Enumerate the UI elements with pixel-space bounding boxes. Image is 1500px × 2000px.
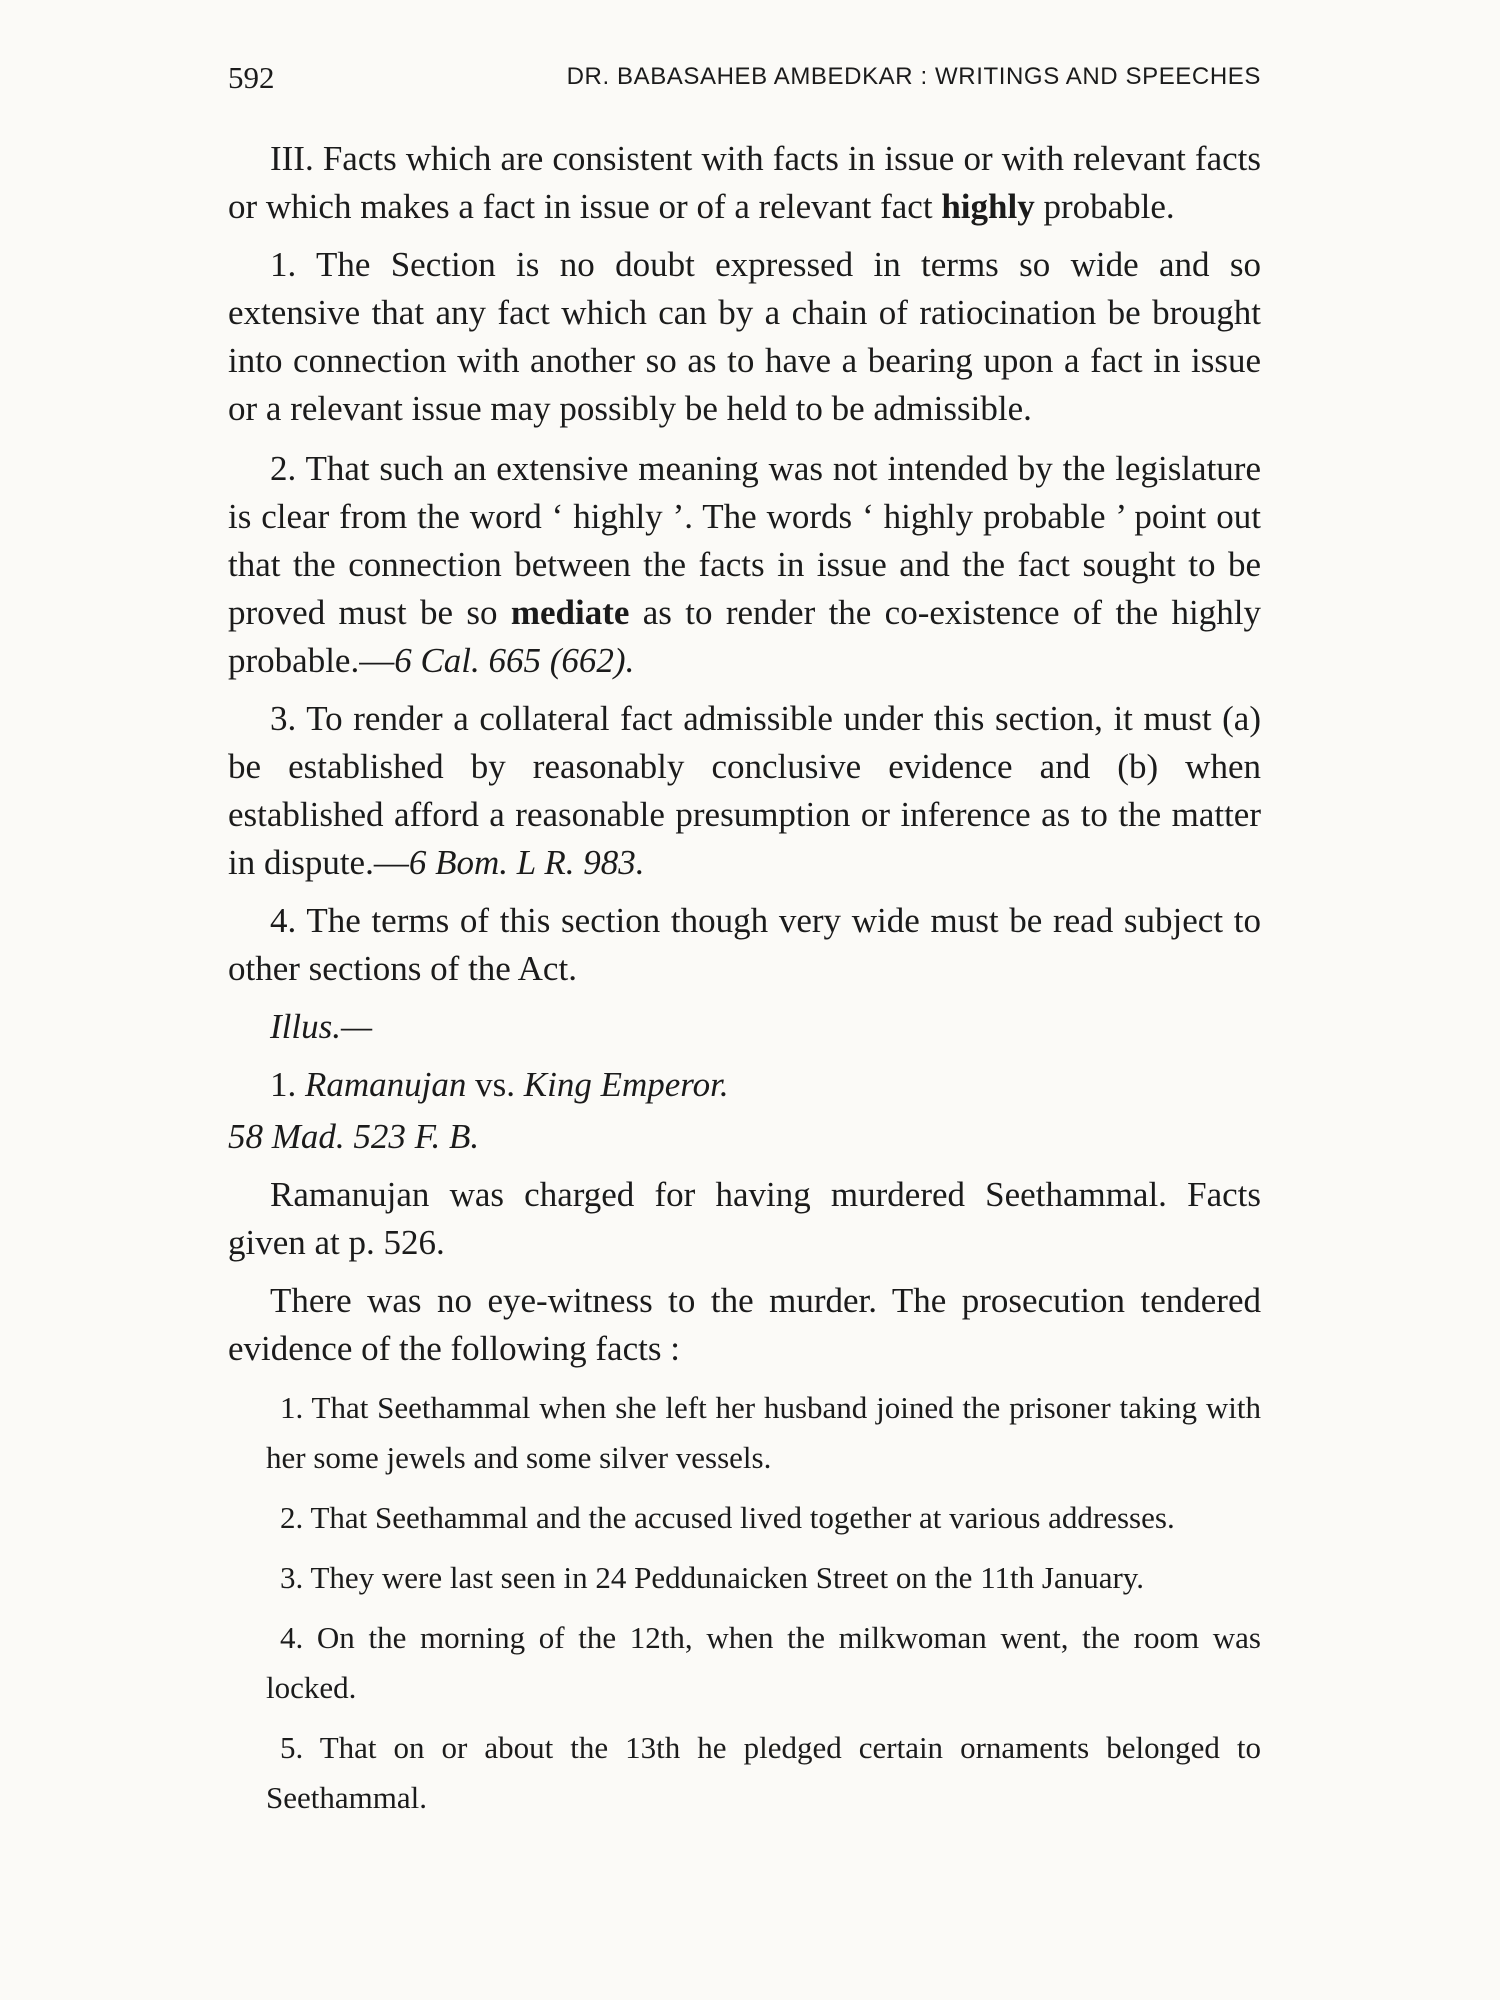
body-text (228, 135, 1261, 1833)
page-number: 592 (228, 60, 275, 95)
case-title: 1. Ramanujan vs. King Emperor. (270, 1065, 729, 1104)
page-header (228, 60, 1261, 104)
paragraph-2: 2. That such an extensive meaning was not intended by the legislature is clear from the word ‘ highly ’. The words ‘ highly probable ’ point out that the connection between the facts in issue and the fact sought to be proved must be so mediate as to render the co-existence of the highly probable.—6 Cal. 665 (662). (228, 449, 1261, 680)
paragraph-1: 1. The Section is no doubt expressed in terms so wide and so extensive that any fact which can by a chain of ratiocination be brought into connection with another so as to have a bearing upon a fact in issue or a relevant issue may possibly be held to be admissible. (228, 245, 1261, 428)
facts-paragraph: Ramanujan was charged for having murdered Seethammal. Facts given at p. 526. (228, 1175, 1261, 1262)
list-item: 4. On the morning of the 12th, when the milkwoman went, the room was locked. (266, 1620, 1261, 1705)
citation: 6 Cal. 665 (662). (394, 641, 635, 680)
illustration-label: Illus.— (270, 1007, 373, 1046)
case-reference: 58 Mad. 523 F. B. (228, 1117, 480, 1156)
running-head: DR. BABASAHEB AMBEDKAR : WRITINGS AND SPEECHES (566, 63, 1261, 90)
emphasis-highly: highly (941, 187, 1035, 226)
witness-paragraph: There was no eye-witness to the murder. The prosecution tendered evidence of the following facts : (228, 1281, 1261, 1368)
list-item: 3. They were last seen in 24 Peddunaicken Street on the 11th January. (280, 1560, 1145, 1595)
section-heading: III. Facts which are consistent with facts in issue or with relevant facts or which makes a fact in issue or of a relevant fact highly probable. (228, 139, 1261, 226)
paragraph-3: 3. To render a collateral fact admissible under this section, it must (a) be established by reasonably conclusive evidence and (b) when established afford a reasonable presumption or inference as to the matter in dispute.—6 Bom. L R. 983. (228, 699, 1261, 882)
list-item: 5. That on or about the 13th he pledged certain ornaments belonged to Seethammal. (266, 1730, 1261, 1815)
emphasis-mediate: mediate (510, 593, 630, 632)
list-item: 1. That Seethammal when she left her husband joined the prisoner taking with her some jewels and some silver vessels. (266, 1390, 1261, 1475)
paragraph-4: 4. The terms of this section though very wide must be read subject to other sections of the Act. (228, 901, 1261, 988)
list-item: 2. That Seethammal and the accused lived together at various addresses. (280, 1500, 1175, 1535)
citation: 6 Bom. L R. 983. (408, 843, 645, 882)
